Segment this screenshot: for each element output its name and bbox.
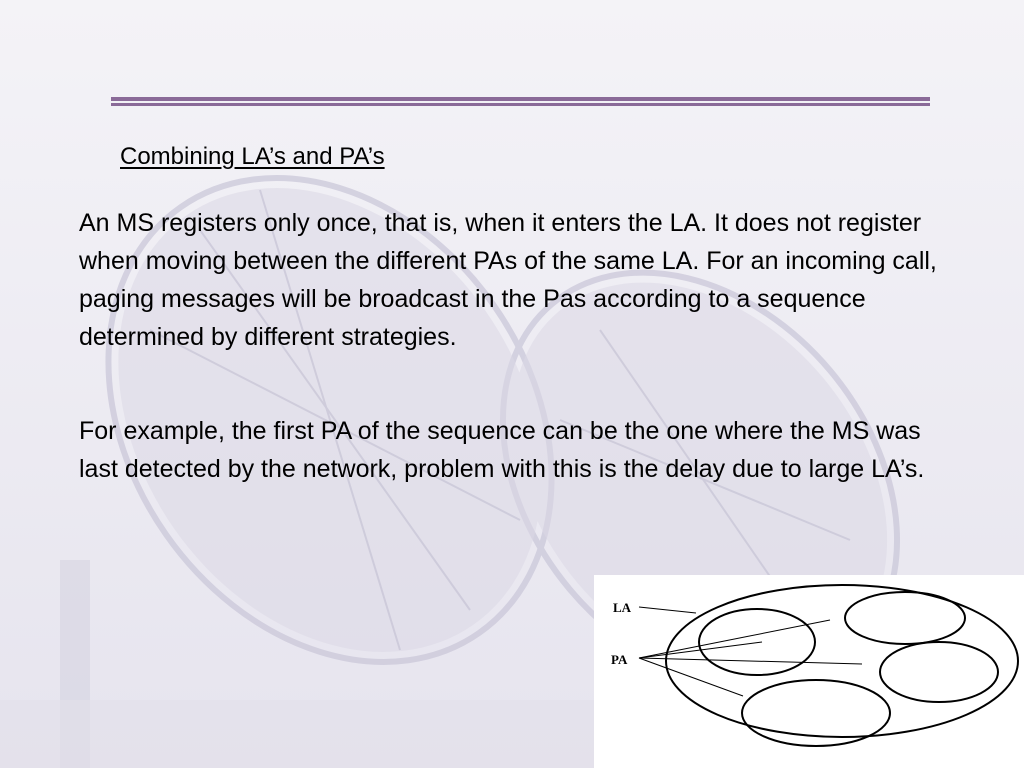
body-paragraph-registration: An MS registers only once, that is, when it enters the LA. It does not register when moving between the different PAs of the same LA. For an incoming call, paging messages will be broadcast in the Pas according to a sequence determined by different strategies. — [79, 209, 937, 351]
pa-pointer-line-1 — [639, 620, 830, 658]
la-pointer-line — [639, 607, 696, 613]
pa-pointer-line-4 — [639, 658, 743, 696]
la-pa-diagram-drawing — [594, 575, 1024, 768]
slide-title: Combining LA’s and PA’s — [120, 143, 385, 170]
la-area-ellipse — [666, 585, 1018, 737]
pa-area-1 — [699, 609, 815, 675]
la-pa-diagram — [594, 575, 1024, 768]
pa-area-3 — [880, 642, 998, 702]
pa-pointer-line-2 — [639, 642, 762, 658]
header-rule-bottom — [111, 103, 930, 106]
body-paragraph-example: For example, the first PA of the sequence can be the one where the MS was last detected by the network, problem with this is the delay due to large LA’s. — [79, 417, 925, 483]
la-label: LA — [613, 600, 632, 615]
pa-label: PA — [611, 652, 628, 667]
header-rule-top — [111, 97, 930, 101]
pa-area-2 — [845, 592, 965, 644]
pa-pointer-line-3 — [639, 658, 862, 664]
